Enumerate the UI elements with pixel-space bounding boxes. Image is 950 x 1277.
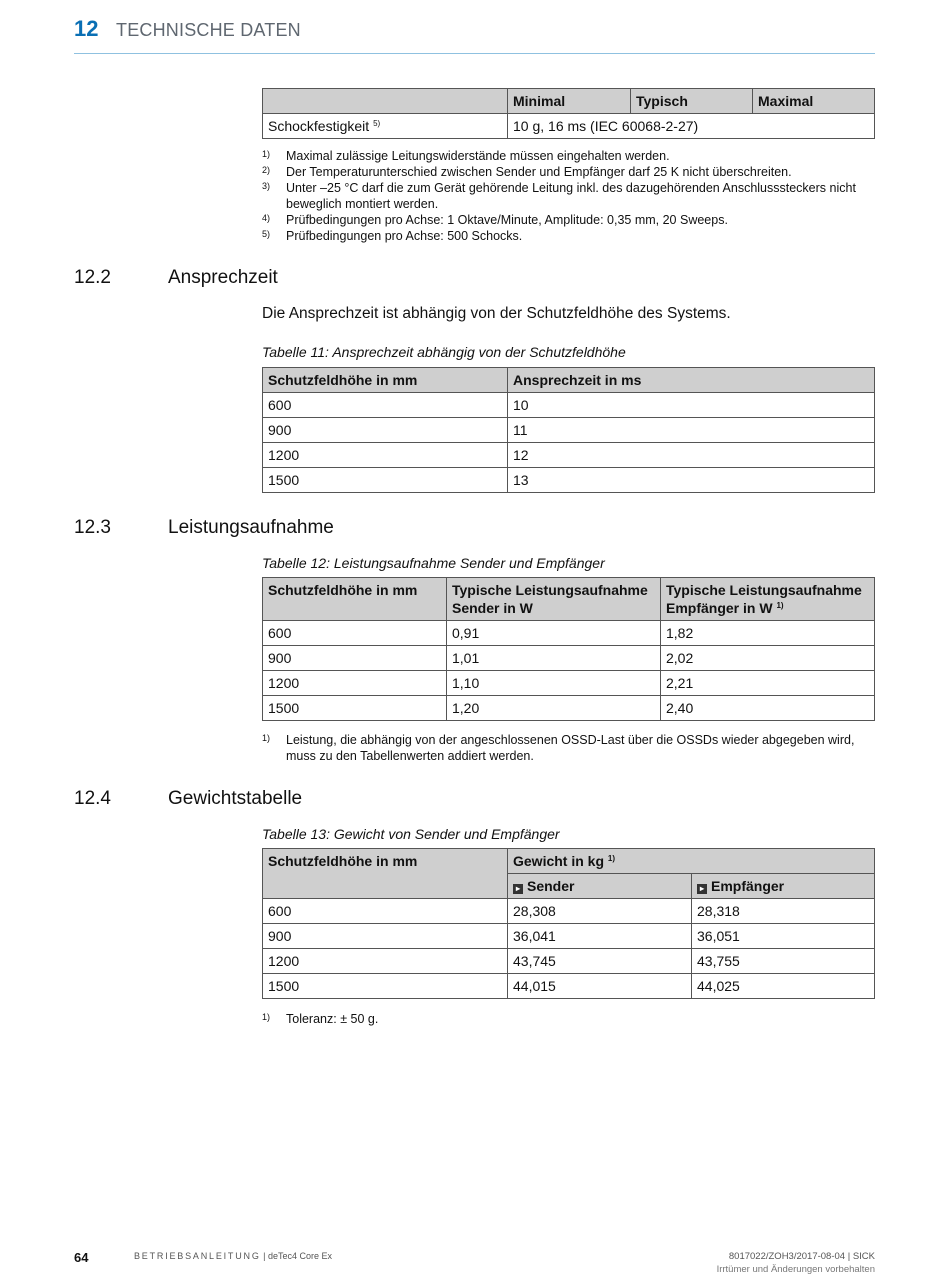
footnotes bbox=[262, 1011, 875, 1027]
table-row bbox=[263, 949, 875, 974]
section-number: 12.4 bbox=[74, 788, 111, 809]
cell: 900 bbox=[263, 924, 508, 949]
footnote-text: Prüfbedingungen pro Achse: 500 Schocks. bbox=[286, 229, 523, 243]
footnote-number: 1) bbox=[262, 733, 271, 743]
table-row bbox=[263, 621, 875, 646]
footnote-text: Maximal zulässige Leitungswiderstände müssen eingehalten werden. bbox=[286, 149, 670, 163]
footnote bbox=[262, 148, 875, 164]
footnote-number: 1) bbox=[262, 149, 271, 159]
cell: 43,755 bbox=[692, 949, 875, 974]
footnote-ref: 1) bbox=[607, 854, 616, 863]
table-caption: Tabelle 11: Ansprechzeit abhängig von der Schutzfeldhöhe bbox=[262, 344, 626, 360]
header-cell: Schutzfeldhöhe in mm bbox=[263, 849, 508, 899]
header-cell: Typische Leistungsaufnahme Sender in W bbox=[447, 578, 661, 621]
header-cell: Maximal bbox=[753, 89, 875, 114]
table-row bbox=[263, 974, 875, 999]
header-cell bbox=[508, 874, 692, 899]
table-row bbox=[263, 114, 875, 139]
header-cell: Typisch bbox=[631, 89, 753, 114]
header-cell: Schutzfeldhöhe in mm bbox=[263, 578, 447, 621]
footnote bbox=[262, 164, 875, 180]
table-row bbox=[263, 899, 875, 924]
header-cell bbox=[692, 874, 875, 899]
table-caption: Tabelle 13: Gewicht von Sender und Empfänger bbox=[262, 826, 560, 842]
chapter-number: 12 bbox=[74, 16, 99, 41]
page-number: 64 bbox=[74, 1250, 89, 1265]
header-cell: Minimal bbox=[508, 89, 631, 114]
footnote-ref: 1) bbox=[776, 601, 784, 610]
cell: 36,051 bbox=[692, 924, 875, 949]
footnote-text: Leistung, die abhängig von der angeschlossenen OSSD-Last über die OSSDs wieder abgegeben wird, muss zu den Tabellenwerten addiert werden. bbox=[286, 733, 855, 763]
cell: 13 bbox=[508, 468, 875, 493]
cell: 600 bbox=[263, 899, 508, 924]
receiver-icon: ▸ bbox=[697, 884, 707, 894]
header-text: Gewicht in kg bbox=[513, 853, 605, 869]
footnote bbox=[262, 732, 875, 764]
header-cell bbox=[508, 849, 875, 874]
footnote-number: 2) bbox=[262, 165, 271, 175]
section-number: 12.2 bbox=[74, 267, 111, 288]
header-text: Typische Leistungsaufnahme Empfänger in W bbox=[666, 582, 862, 616]
cell: 43,745 bbox=[508, 949, 692, 974]
footnotes bbox=[262, 732, 875, 764]
sender-icon: ▸ bbox=[513, 884, 523, 894]
footnote-number: 3) bbox=[262, 181, 271, 191]
cell: 1500 bbox=[263, 696, 447, 721]
cell: 1,01 bbox=[447, 646, 661, 671]
cell: 1200 bbox=[263, 443, 508, 468]
footnote bbox=[262, 228, 875, 244]
cell: 1500 bbox=[263, 974, 508, 999]
header-cell: Ansprechzeit in ms bbox=[508, 368, 875, 393]
cell: 600 bbox=[263, 621, 447, 646]
cell: 900 bbox=[263, 418, 508, 443]
cell: 2,02 bbox=[661, 646, 875, 671]
row-label bbox=[263, 114, 508, 139]
cell: 44,025 bbox=[692, 974, 875, 999]
cell: 900 bbox=[263, 646, 447, 671]
footnote-number: 1) bbox=[262, 1012, 271, 1022]
weight-table bbox=[262, 848, 875, 999]
footnote-text: Prüfbedingungen pro Achse: 1 Oktave/Minute, Amplitude: 0,35 mm, 20 Sweeps. bbox=[286, 213, 728, 227]
section-title: Ansprechzeit bbox=[168, 267, 278, 288]
footnote-ref: 5) bbox=[373, 119, 381, 128]
cell: 1500 bbox=[263, 468, 508, 493]
table-row bbox=[263, 646, 875, 671]
cell: 10 bbox=[508, 393, 875, 418]
cell: 600 bbox=[263, 393, 508, 418]
footnote bbox=[262, 1011, 875, 1027]
cell: 1,82 bbox=[661, 621, 875, 646]
body-text: Die Ansprechzeit ist abhängig von der Schutzfeldhöhe des Systems. bbox=[262, 305, 731, 322]
cell: 1,10 bbox=[447, 671, 661, 696]
table-row bbox=[263, 696, 875, 721]
cell: 1,20 bbox=[447, 696, 661, 721]
footnote bbox=[262, 180, 875, 212]
cell: 1200 bbox=[263, 671, 447, 696]
cell: 28,318 bbox=[692, 899, 875, 924]
footer-doc: BETRIEBSANLEITUNG | deTec4 Core Ex bbox=[134, 1251, 333, 1261]
cell: 44,015 bbox=[508, 974, 692, 999]
header-cell: Schutzfeldhöhe in mm bbox=[263, 368, 508, 393]
section-title: Leistungsaufnahme bbox=[168, 517, 334, 538]
footer-reference: 8017022/ZOH3/2017-08-04 | SICK bbox=[728, 1251, 875, 1262]
cell: 0,91 bbox=[447, 621, 661, 646]
footnote-text: Toleranz: ± 50 g. bbox=[286, 1012, 379, 1026]
cell: 12 bbox=[508, 443, 875, 468]
row-value: 10 g, 16 ms (IEC 60068-2-27) bbox=[508, 114, 875, 139]
cell: 2,21 bbox=[661, 671, 875, 696]
cell: 2,40 bbox=[661, 696, 875, 721]
footer-note: Irrtümer und Änderungen vorbehalten bbox=[716, 1264, 875, 1275]
cell: 1200 bbox=[263, 949, 508, 974]
footnote-number: 5) bbox=[262, 229, 271, 239]
cell: 11 bbox=[508, 418, 875, 443]
table-row bbox=[263, 418, 875, 443]
table-row bbox=[263, 924, 875, 949]
response-time-table bbox=[262, 367, 875, 493]
footnote-number: 4) bbox=[262, 213, 271, 223]
table-caption: Tabelle 12: Leistungsaufnahme Sender und Empfänger bbox=[262, 555, 605, 571]
table-row bbox=[263, 671, 875, 696]
shock-table bbox=[262, 88, 875, 139]
table-row bbox=[263, 468, 875, 493]
section-number: 12.3 bbox=[74, 517, 111, 538]
doc-type: BETRIEBSANLEITUNG bbox=[134, 1251, 261, 1261]
footnote-text: Der Temperaturunterschied zwischen Sender und Empfänger darf 25 K nicht überschreiten. bbox=[286, 165, 792, 179]
footnotes bbox=[262, 148, 875, 244]
cell: 28,308 bbox=[508, 899, 692, 924]
section-title: Gewichtstabelle bbox=[168, 788, 303, 809]
table-row bbox=[263, 443, 875, 468]
header-text: Empfänger bbox=[711, 878, 785, 894]
chapter-title: TECHNISCHE DATEN bbox=[116, 20, 301, 40]
table-row bbox=[263, 393, 875, 418]
header-cell bbox=[263, 89, 508, 114]
footnote bbox=[262, 212, 875, 228]
header-cell bbox=[661, 578, 875, 621]
product-name: deTec4 Core Ex bbox=[267, 1251, 333, 1261]
power-table bbox=[262, 577, 875, 721]
footnote-text: Unter –25 °C darf die zum Gerät gehörende Leitung inkl. des dazugehörenden Anschlusssteckers nicht beweglich montiert werden. bbox=[286, 181, 856, 211]
cell: 36,041 bbox=[508, 924, 692, 949]
header-divider bbox=[74, 53, 875, 54]
header-text: Sender bbox=[527, 878, 575, 894]
label-text: Schockfestigkeit bbox=[268, 118, 370, 134]
